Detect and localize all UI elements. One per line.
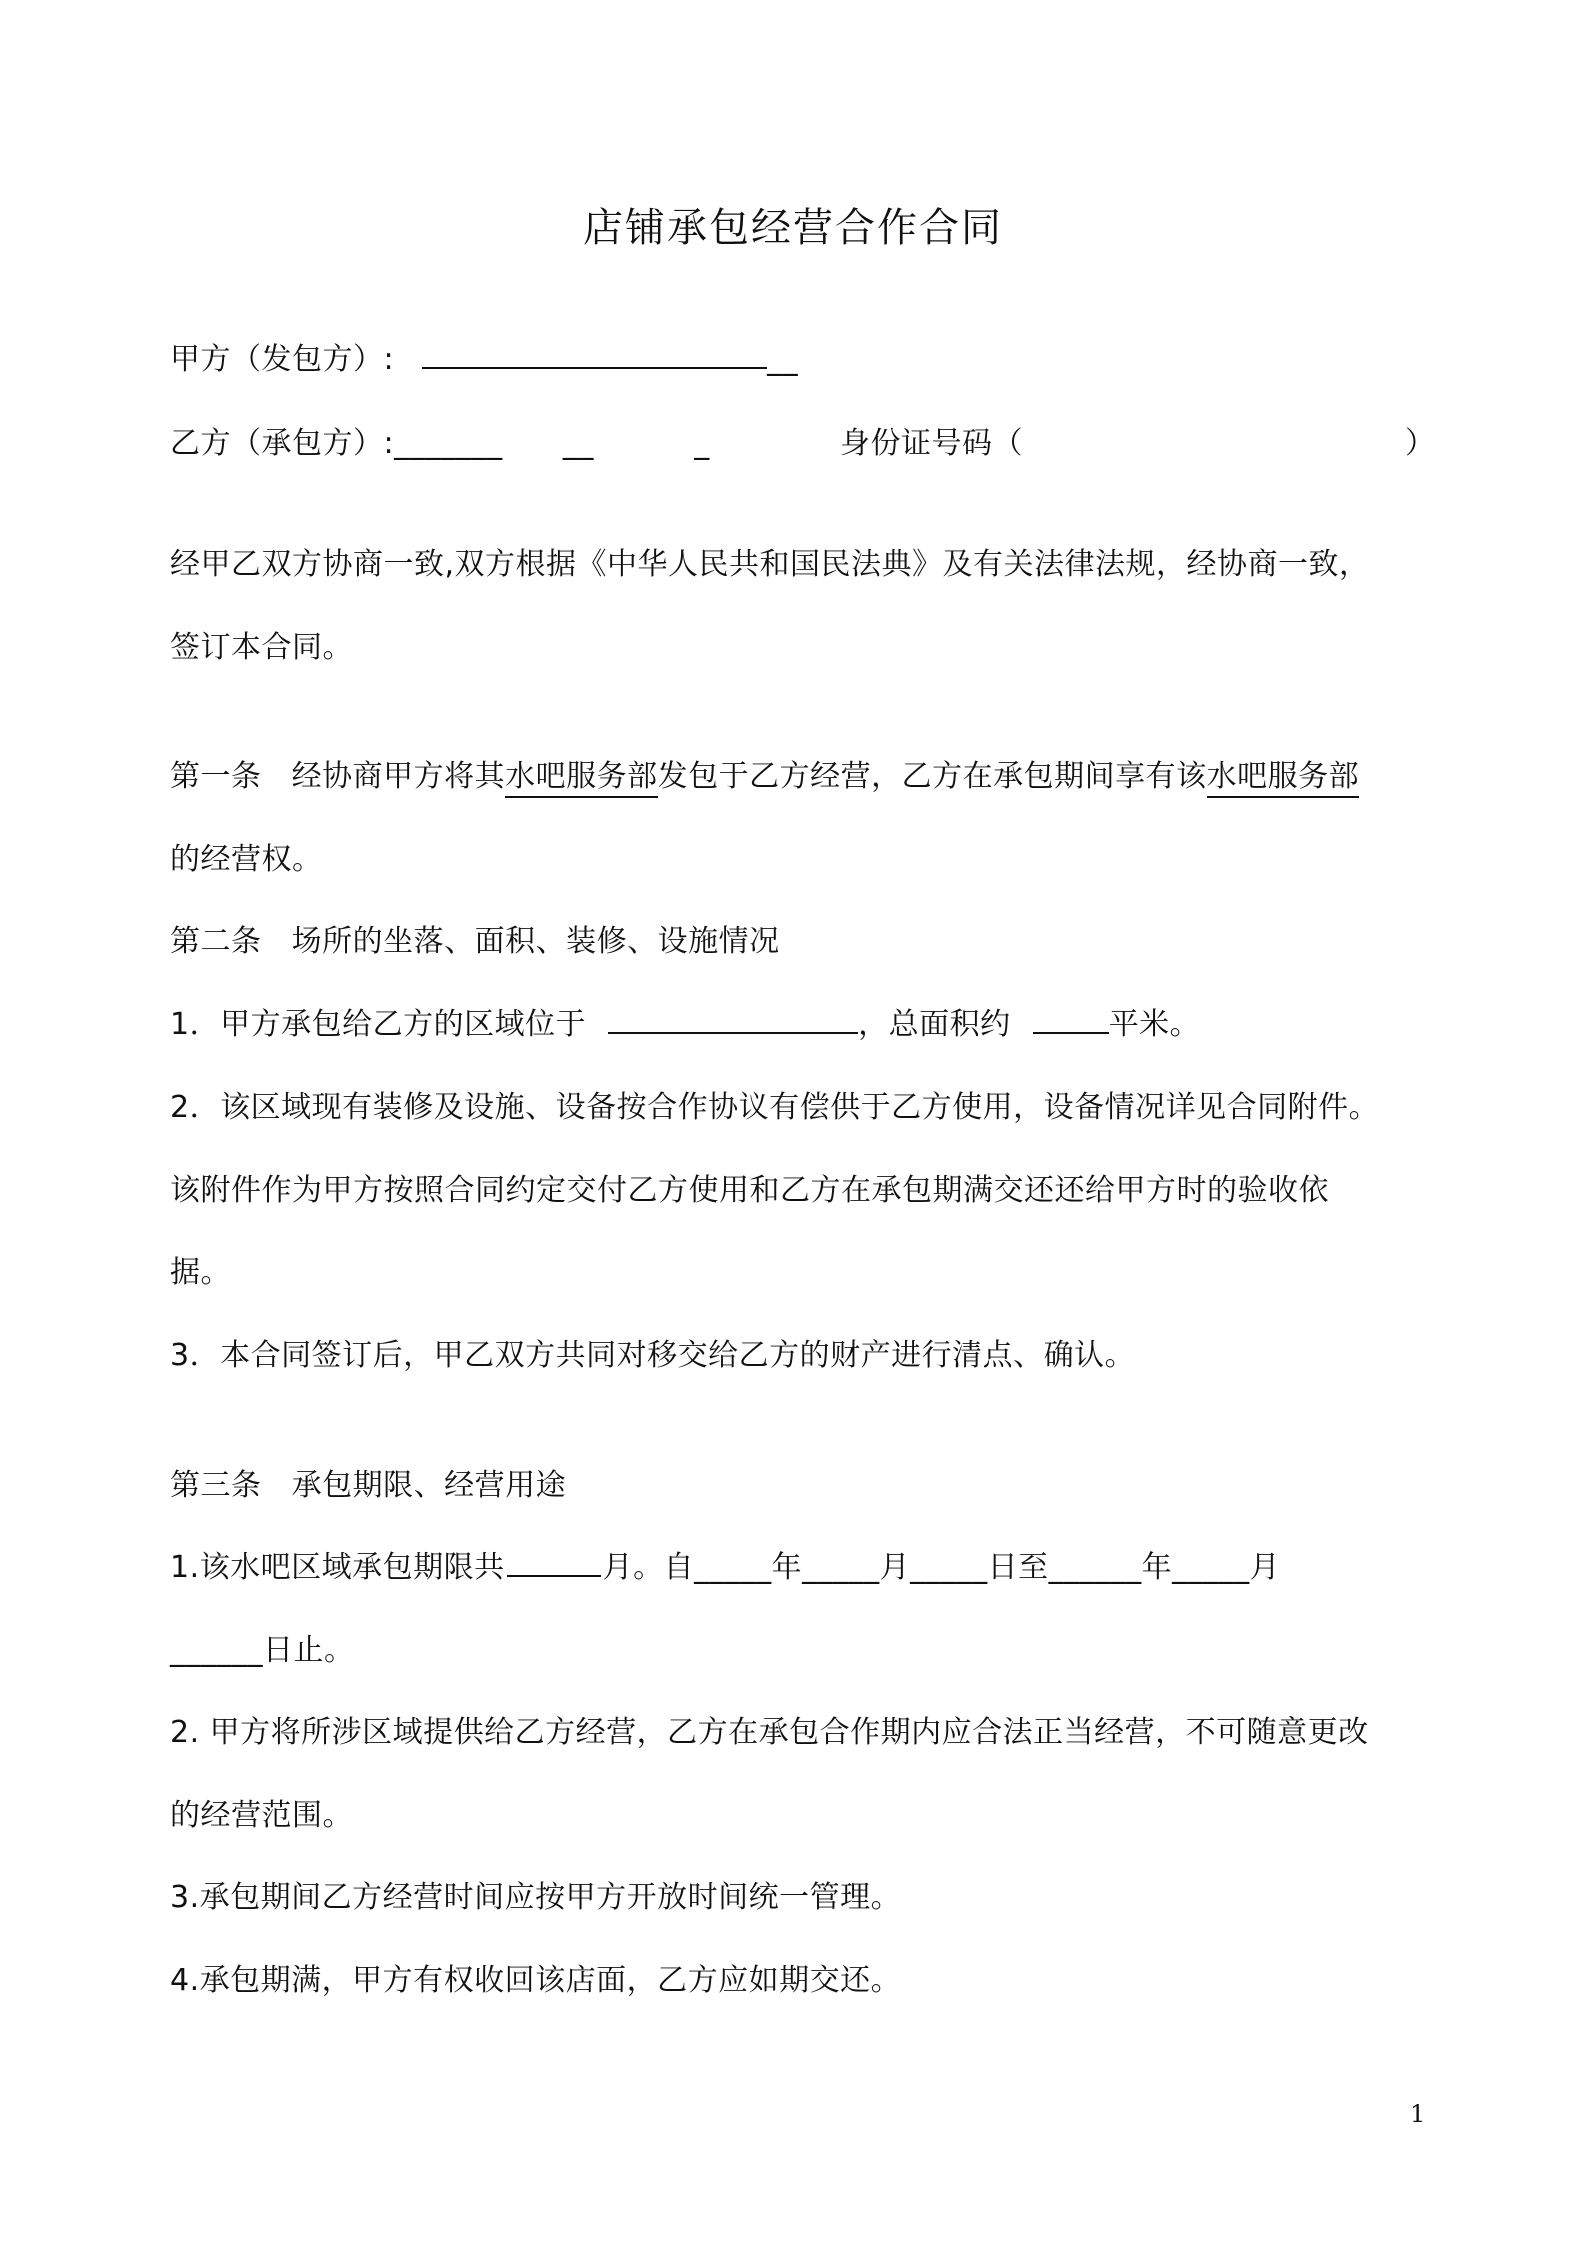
article-3-item-2-line-2: 的经营范围。 bbox=[170, 1798, 353, 1833]
article-2-item-2-line-1: 2．该区域现有装修及设施、设备按合作协议有偿供于乙方使用，设备情况详见合同附件。 bbox=[170, 1090, 1380, 1125]
party-b-name-field[interactable]: _______ __ _ bbox=[394, 426, 710, 461]
article-2-heading: 第二条 场所的坐落、面积、装修、设施情况 bbox=[170, 924, 780, 959]
article-1-line-2: 的经营权。 bbox=[170, 842, 323, 877]
article-3-item-2-line-1: 2. 甲方将所涉区域提供给乙方经营，乙方在承包合作期内应合法正当经营，不可随意更改 bbox=[170, 1715, 1369, 1750]
article-3-item-3: 3.承包期间乙方经营时间应按甲方开放时间统一管理。 bbox=[170, 1880, 902, 1915]
preamble-line-1: 经甲乙双方协商一致,双方根据《中华人民共和国民法典》及有关法律法规，经协商一致， bbox=[170, 547, 1370, 582]
term-months-field[interactable] bbox=[507, 1549, 601, 1577]
page-number: 1 bbox=[1410, 2100, 1426, 2128]
article-2-item-3: 3．本合同签订后，甲乙双方共同对移交给乙方的财产进行清点、确认。 bbox=[170, 1338, 1136, 1373]
party-a-line bbox=[170, 340, 798, 380]
article-2-item-2-line-2: 该附件作为甲方按照合同约定交付乙方使用和乙方在承包期满交还还给甲方时的验收依 bbox=[170, 1173, 1329, 1208]
area-field[interactable] bbox=[1033, 1006, 1109, 1034]
party-b-label: 乙方（承包方）: bbox=[170, 426, 395, 461]
party-b-id-close: ） bbox=[1405, 426, 1436, 461]
party-a-tail: __ bbox=[767, 342, 799, 377]
service-name-1: 水吧服务部 bbox=[505, 759, 658, 798]
article-3-item-1-line-2: ______日止。 bbox=[170, 1633, 355, 1668]
article-1-line-1: 第一条 经协商甲方将其水吧服务部发包于乙方经营，乙方在承包期间享有该水吧服务部 bbox=[170, 757, 1359, 797]
article-3-heading: 第三条 承包期限、经营用途 bbox=[170, 1468, 567, 1503]
location-field[interactable] bbox=[608, 1006, 858, 1034]
document-title: 店铺承包经营合作合同 bbox=[583, 205, 1003, 251]
article-2-item-1: 1．甲方承包给乙方的区域位于 ，总面积约 平米。 bbox=[170, 1007, 1201, 1042]
party-a-label: 甲方（发包方）: bbox=[170, 342, 395, 377]
party-b-line bbox=[170, 424, 1436, 464]
article-3-item-4: 4.承包期满，甲方有权收回该店面，乙方应如期交还。 bbox=[170, 1963, 902, 1998]
party-b-id-label: 身份证号码（ bbox=[840, 426, 1023, 461]
service-name-2: 水吧服务部 bbox=[1207, 759, 1360, 798]
party-a-name-field[interactable] bbox=[422, 341, 767, 369]
article-3-item-1: 1.该水吧区域承包期限共 月。自_____年_____月_____日至______年_____月 bbox=[170, 1550, 1281, 1585]
article-2-item-2-line-3: 据。 bbox=[170, 1255, 231, 1290]
preamble-line-2: 签订本合同。 bbox=[170, 630, 353, 665]
